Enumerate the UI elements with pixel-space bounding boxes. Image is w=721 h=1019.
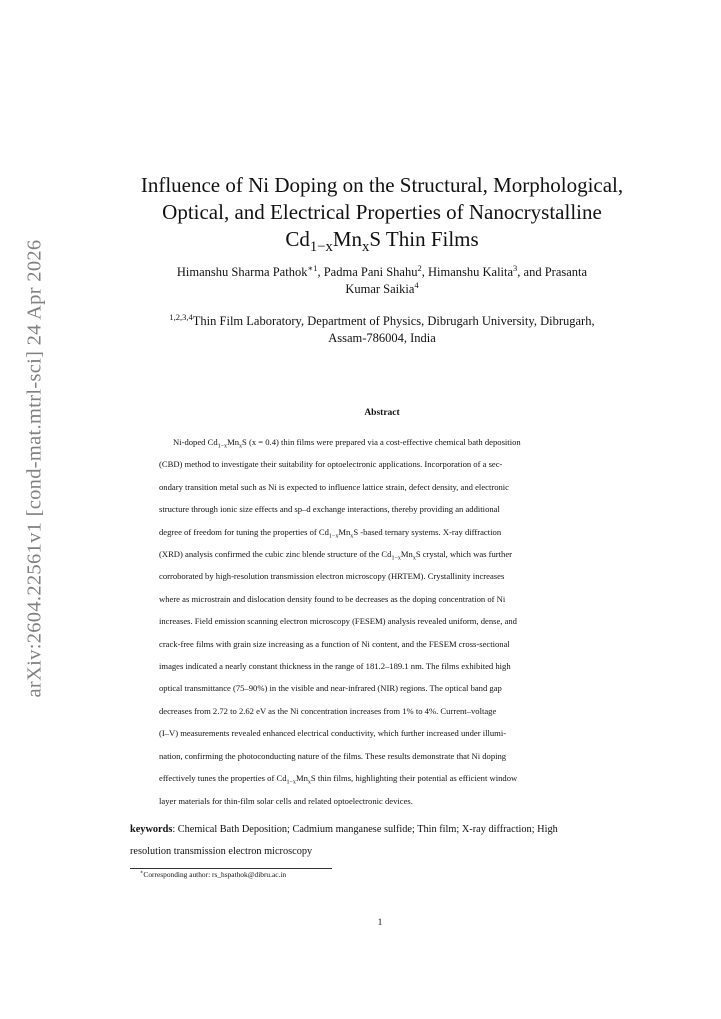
author-list: Himanshu Sharma Pathok$^{∗1}$, Padma Pani Shahu$^2$, Himanshu Kalita$^3$, and Prasanta Kumar Saikia$^4$ <box>176 262 588 296</box>
arxiv-identifier-text: arXiv:2604.22561v1 [cond-mat.mtrl-sci] 24 Apr 2026 <box>23 239 46 697</box>
title-tail: Thin Films <box>381 227 479 251</box>
affiliation <box>110 313 654 347</box>
author-2-mark: 2 <box>417 262 422 273</box>
formula-cd: Cd <box>285 227 310 251</box>
abstract-line: structure through ionic size effects and sp–d exchange interactions, thereby providing an additional <box>159 504 500 515</box>
abstract-line: (I–V) measurements revealed enhanced electrical conductivity, which further increased under illumi- <box>159 728 507 739</box>
keywords-line-1: keywords: Chemical Bath Deposition; Cadmium manganese sulfide; Thin film; X-ray diffraction; High <box>130 824 558 835</box>
abstract-line: degree of freedom for tuning the properties of $Cd_{1-x}Mn_xS$ -based ternary systems. X-ray diffraction <box>159 526 502 540</box>
abstract-line: optical transmittance (75–90%) in the visible and near-infrared (NIR) regions. The optical band gap <box>159 683 502 694</box>
author-1: Himanshu Sharma Pathok <box>176 265 308 279</box>
abstract-line: crack-free films with grain size increasing as a function of Ni content, and the FESEM cross-sectional <box>159 638 510 649</box>
formula-sub-x: x <box>362 239 370 256</box>
footnote-divider <box>130 868 332 869</box>
footnote-mark: ∗ <box>140 870 144 876</box>
title-line-2: Optical, and Electrical Properties of Nanocrystalline <box>162 200 602 224</box>
abstract-line: ondary transition metal such as Ni is expected to influence lattice strain, defect density, and electronic <box>159 481 509 492</box>
affiliation-line-1: Thin Film Laboratory, Department of Physics, Dibrugarh University, Dibrugarh, <box>192 314 595 328</box>
title-formula <box>285 227 382 256</box>
abstract-line: Ni-doped $Cd_{1-x}Mn_xS$ (x = 0.4) thin films were prepared via a cost-effective chemical bath deposition <box>173 437 521 450</box>
footnote <box>140 870 286 880</box>
author-2: Padma Pani Shahu <box>323 265 418 279</box>
footnote-text: Corresponding author: rs_hspathok@dibru.ac.in <box>143 870 287 879</box>
abstract-line: images indicated a nearly constant thickness in the range of 181.2–189.1 nm. The films exhibited high <box>159 661 511 672</box>
formula-s: S <box>369 227 382 251</box>
arxiv-identifier <box>22 238 48 698</box>
author-3: Himanshu Kalita <box>427 265 514 279</box>
keywords-line-2: resolution transmission electron microscopy <box>130 846 313 857</box>
formula-mn: Mn <box>332 227 362 251</box>
affiliation-mark: 1,2,3,4 <box>169 311 193 322</box>
paper-title <box>100 172 664 256</box>
author-4-mark: 4 <box>414 279 419 290</box>
abstract-line: (CBD) method to investigate their suitability for optoelectronic applications. Incorporation of a sec- <box>159 459 503 470</box>
abstract-line: layer materials for thin-film solar cells and related optoelectronic devices. <box>159 795 413 806</box>
formula-sub-1mx: 1−x <box>309 239 333 256</box>
abstract-line: corroborated by high-resolution transmission electron microscopy (HRTEM). Crystallinity increases <box>159 571 505 582</box>
abstract-line: effectively tunes the properties of $Cd_{1-x}Mn_xS$ thin films, highlighting their potential as efficient window <box>159 773 518 786</box>
affiliation-line-2: Assam-786004, India <box>328 331 436 345</box>
page-number: 1 <box>377 918 383 928</box>
abstract-body <box>159 431 606 812</box>
abstract-line: decreases from 2.72 to 2.62 eV as the Ni concentration increases from 1% to 4%. Current–voltage <box>159 705 497 716</box>
author-4: Kumar Saikia <box>345 282 415 296</box>
author-1-mark: ∗1 <box>307 262 318 273</box>
title-line-1: Influence of Ni Doping on the Structural, Morphological, <box>140 173 624 197</box>
abstract-line: increases. Field emission scanning electron microscopy (FESEM) analysis revealed uniform, dense, and <box>159 616 517 627</box>
author-and: , and Prasanta <box>517 265 588 279</box>
keywords-label: keywords <box>130 824 173 835</box>
abstract-line: (XRD) analysis confirmed the cubic zinc blende structure of the $Cd_{1-x}Mn_xS$ crystal, which was further <box>159 549 513 562</box>
abstract-line: nation, confirming the photoconducting nature of the films. These results demonstrate that Ni doping <box>159 750 507 761</box>
author-3-mark: 3 <box>513 262 518 273</box>
abstract-heading: Abstract <box>364 408 400 418</box>
abstract-line: where as microstrain and dislocation density found to be decreases as the doping concentration of Ni <box>159 593 506 604</box>
keywords-block <box>130 819 635 863</box>
